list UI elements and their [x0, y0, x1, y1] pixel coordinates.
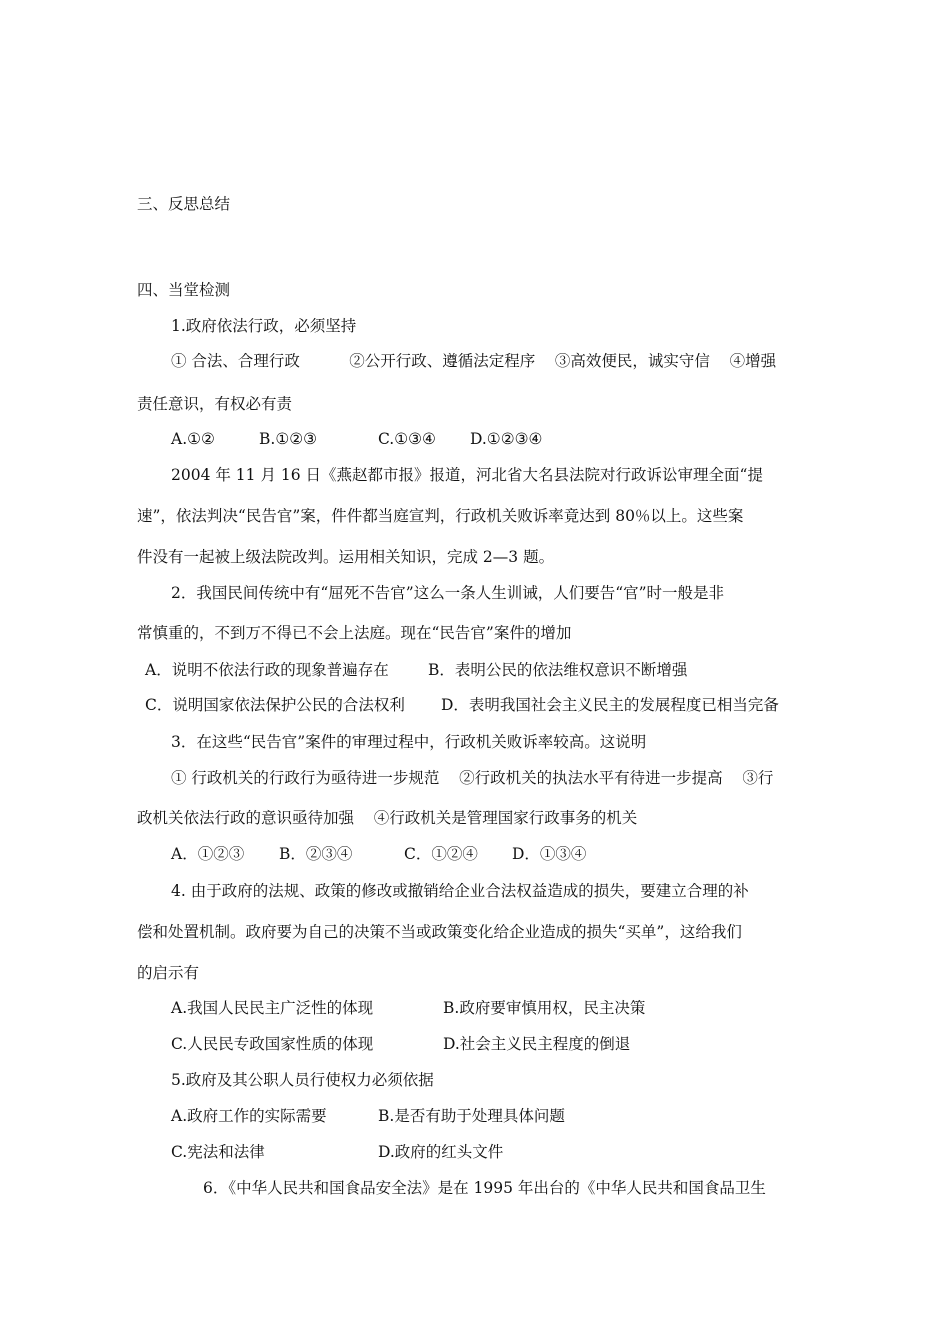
q3-items-line2: 政机关依法行政的意识亟待加强 ④行政机关是管理国家行政事务的机关 — [137, 809, 638, 827]
section-heading-check: 四、当堂检测 — [137, 281, 231, 299]
q3-option-a: A．①②③ — [171, 845, 245, 863]
q1-option-b: B.①②③ — [259, 430, 318, 448]
q2-stem-line2: 常慎重的，不到万不得已不会上法庭。现在“民告官”案件的增加 — [137, 624, 572, 642]
q6-stem-line1: 6．《中华人民共和国食品安全法》是在 1995 年出台的《中华人民共和国食品卫生 — [203, 1179, 766, 1197]
passage-line3: 件没有一起被上级法院改判。运用相关知识，完成 2—3 题。 — [137, 548, 555, 566]
q1-items-line2: 责任意识，有权必有责 — [137, 395, 293, 413]
q1-option-c: C.①③④ — [378, 430, 436, 448]
q2-option-a: A．说明不依法行政的现象普遍存在 — [145, 661, 389, 679]
q2-option-c: C．说明国家依法保护公民的合法权利 — [145, 696, 405, 714]
passage-line2: 速”，依法判决“民告官”案，件件都当庭宣判，行政机关败诉率竟达到 80％以上。这些案 — [137, 507, 744, 525]
q3-option-c: C．①②④ — [404, 845, 478, 863]
q1-option-d: D.①②③④ — [470, 430, 543, 448]
q2-option-d: D．表明我国社会主义民主的发展程度已相当完备 — [441, 696, 779, 714]
q3-items-line1: ① 行政机关的行政行为亟待进一步规范 ②行政机关的执法水平有待进一步提高 ③行 — [171, 769, 774, 787]
q1-option-a: A.①② — [171, 430, 215, 448]
q5-stem: 5.政府及其公职人员行使权力必须依据 — [171, 1071, 434, 1089]
q5-option-c: C.宪法和法律 — [171, 1143, 265, 1161]
q4-option-d: D.社会主义民主程度的倒退 — [443, 1035, 631, 1053]
q1-items-line1: ① 合法、合理行政 ②公开行政、遵循法定程序 ③高效便民，诚实守信 ④增强 — [171, 352, 777, 370]
q4-stem-line3: 的启示有 — [137, 964, 200, 982]
q4-option-b: B.政府要审慎用权，民主决策 — [443, 999, 646, 1017]
q3-option-b: B．②③④ — [279, 845, 353, 863]
q4-option-c: C.人民民专政国家性质的体现 — [171, 1035, 374, 1053]
q5-option-b: B.是否有助于处理具体问题 — [378, 1107, 565, 1125]
section-heading-reflection: 三、反思总结 — [137, 195, 231, 213]
q2-option-b: B．表明公民的依法维权意识不断增强 — [428, 661, 688, 679]
q5-option-a: A.政府工作的实际需要 — [171, 1107, 327, 1125]
q1-stem: 1.政府依法行政，必须坚持 — [171, 317, 357, 335]
q3-stem: 3．在这些“民告官”案件的审理过程中，行政机关败诉率较高。这说明 — [171, 733, 647, 751]
q3-option-d: D．①③④ — [512, 845, 587, 863]
q4-stem-line1: 4. 由于政府的法规、政策的修改或撤销给企业合法权益造成的损失，要建立合理的补 — [171, 882, 749, 900]
q4-stem-line2: 偿和处置机制。政府要为自己的决策不当或政策变化给企业造成的损失“买单”，这给我们 — [137, 923, 742, 941]
passage-line1: 2004 年 11 月 16 日《燕赵都市报》报道，河北省大名县法院对行政诉讼审理全面“提 — [171, 466, 763, 484]
q2-stem-line1: 2．我国民间传统中有“屈死不告官”这么一条人生训诫，人们要告“官”时一般是非 — [171, 584, 725, 602]
q4-option-a: A.我国人民民主广泛性的体现 — [171, 999, 374, 1017]
q5-option-d: D.政府的红头文件 — [378, 1143, 504, 1161]
